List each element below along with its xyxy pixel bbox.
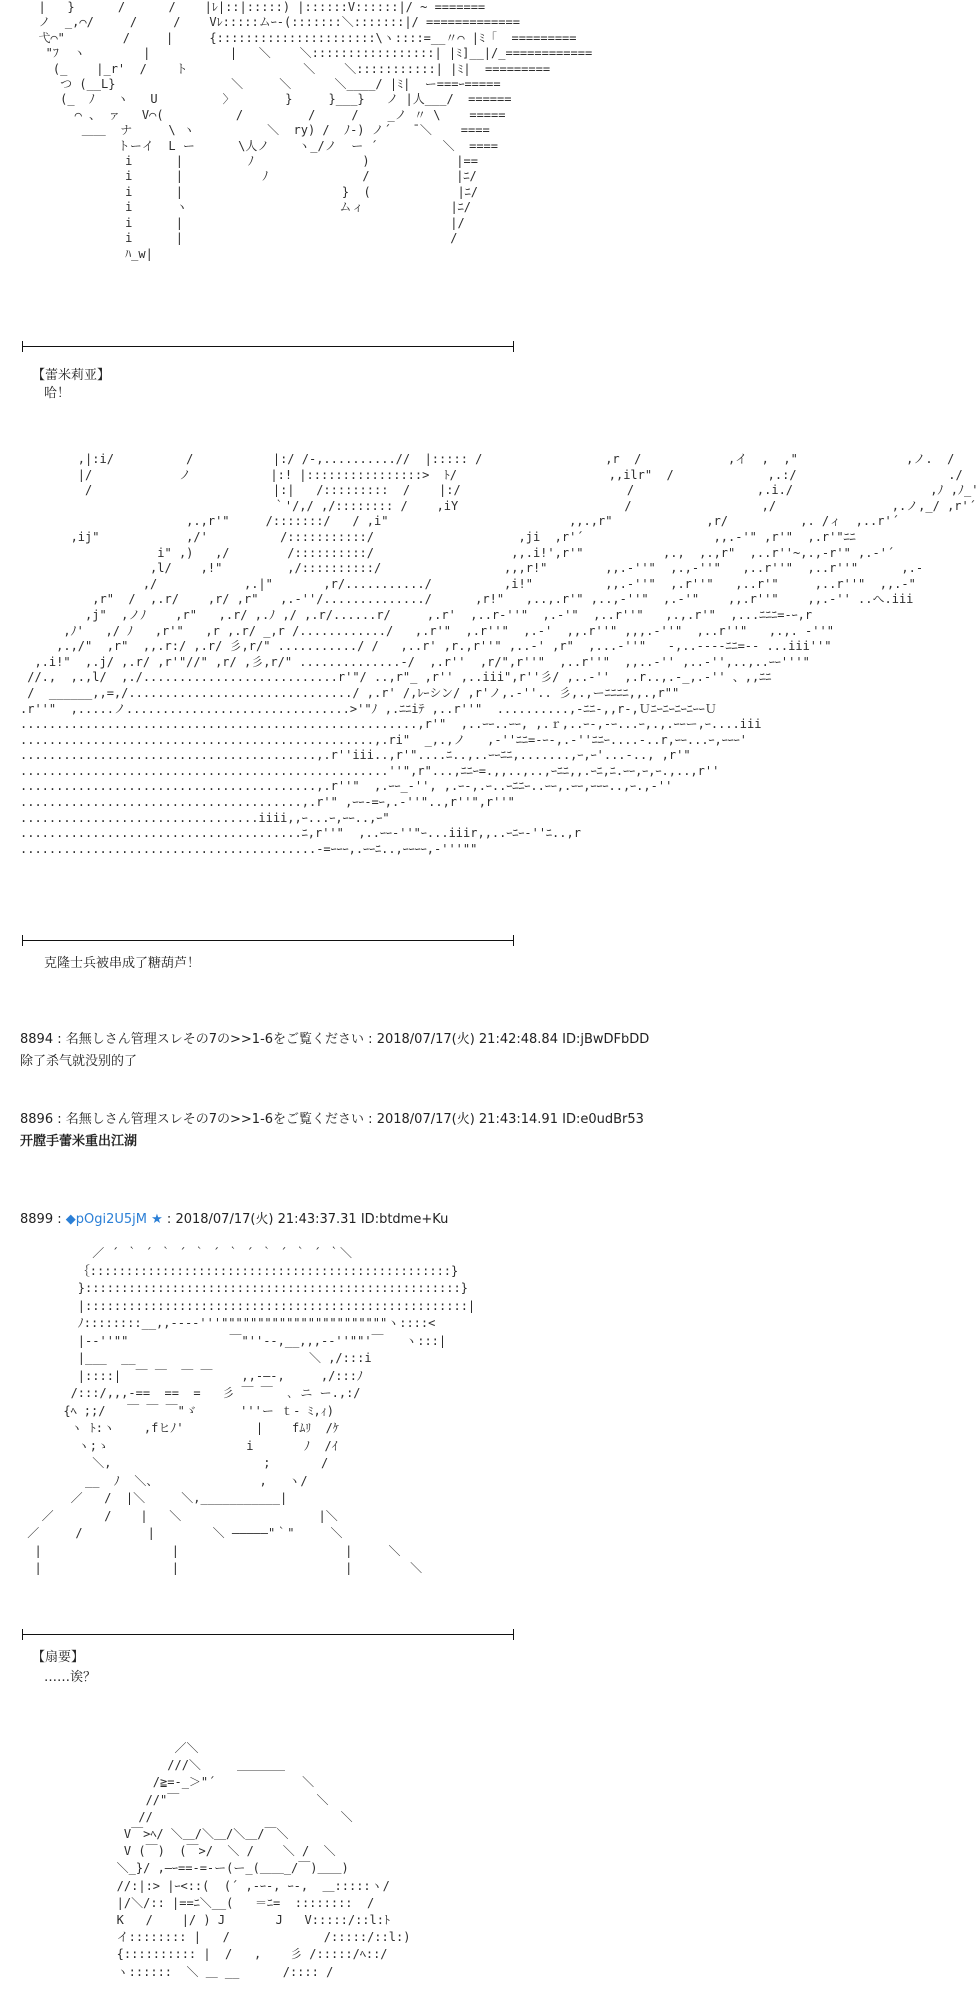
post-date: 2018/07/17(火) 21:42:48.84 [376,1032,558,1047]
ascii-art-remilia-lance: | } / / |ﾚ|::|:::::) |::::::V::::::|/ ~ ======= ノ _,⌒/ / / Vﾚ:::::ムｰ‐(:::::::＼:::::::|/ ============= 弋⌒" / | {::::::::::::::::::::::\ヽ::::=__〃⌒ |ﾐ「 ========= "ﾌ ヽ | | ＼ ＼:::::::::::::::::| |ﾐ]__|/_============ (_ |_r' / ト ＼ ＼:::::::::::| |ﾐ| ========= つ (__L} ＼ ＼ ＼____/ |ﾐ| ー===ｰ===== (_ ﾉ ヽ U 〉 } }___} ノ |人___/ ====== ⌒ 、 ァ V⌒( / / / _ノ 〃 \ ===== ＿＿ ナ \ ヽ ＼ ry) / ﾉ-) ノ´ ̄ ＼ ==== トーイ L ー \人ノ ヽ_/ノ ー ´ ＼ ==== i | ﾉ ) |== i | ﾉ / |ﾆ/ i | } ( |ﾆ/ i ヽ ムィ |ﾆ/ i | |/ i | / ﾊ_w| [38,0,593,261]
post-body: 开膛手蕾米重出江湖 [20,1134,138,1149]
speaker-name: 【扇要】 [32,1650,85,1665]
ascii-art-ougi-portrait: ／ ´ ｀ ´ ｀ ´ ｀ ´ ｀ ´ ｀ ´ ｀ ´ ｀＼ ｛::::::::::::::::::::::::::::::::::::::::::::::::::} }::::::::::::::::::::::::::::::::::::::::::::::::::::} |:::::::::::::::::::::::::::::::::::::::::::::::::::::| ﾉ::::::::__,,--‐‐'''"""""""""""""""""""""""ヽ::::< |--''"" ￣"''‐-,__,,,--''""'￣ ヽ:::| |___ __ ＼ ,/:::i |::::| ￣ ￣ ￣ ￣ ,,-―-, ,/:::ﾉ /:::/,,,-== == = 彡 ￣ ￣ ､ ニ ー.,:/ {ﾍ ;;/ ￣ ￣ ￣"ゞ '''ー ｔ- ﾐ,ｨ) ヽ ﾄ:ヽ ,fヒﾉ' | fﾑﾘ /ｹ ヽ;ゝ i ﾉ /ｲ ＼, ; / __ ﾉ ＼、 , ヽ/ ／ / |＼ ＼,___________| ／ / | ＼ |＼ ／ / | ＼ ―――――"｀" ＼ | | | ＼ | | | ＼ [27,1246,476,1575]
dialogue-line: 哈！ [44,386,71,401]
post-id[interactable]: ID:btdme+Ku [360,1212,449,1227]
scene-separator [22,940,514,941]
speaker-name: 【蕾米莉亚】 [32,368,111,383]
poster-name: 名無しさん管理スレその7の>>1-6をご覧ください [65,1032,365,1047]
post-number[interactable]: 8899 [20,1212,54,1227]
post-date: 2018/07/17(火) 21:43:37.31 [175,1212,357,1227]
scene-separator [22,346,514,347]
poster-tripcode[interactable]: ◆pOgi2U5jM ★ [65,1212,163,1227]
narration-line: 克隆士兵被串成了糖葫芦！ [44,956,201,971]
ascii-art-character-head: ／＼ ///＼ ＿＿＿＿ /≧=-_＞"´ ＼ //"￣ ＼ // ＼ V￣>ﾍ/ ＼＿/＼＿/＼＿/￣＼ V (￣) (￣>/ ＼ / ＼ / ＼ ＼_}/ ,―ｰ==-=-ー(ー_(＿＿_/￣)＿＿) //:|:> |ｰ<::( (´ ,-ｰ-, ｰ-, ＿:::::ヽ/ |/＼/:: |==ﾆ＼__( ＝ﾆ= :::::::: / K / |/ ) J J V:::::/::l:ﾄ イ:::::::: | / /:::::/::l:) {:::::::::: | / , 彡 /:::::/ﾍ::/ ヽ:::::: ＼ ＿ __ /:::: / [116,1741,411,1979]
scene-separator [22,1634,514,1635]
poster-name: 名無しさん管理スレその7の>>1-6をご覧ください [65,1112,365,1127]
ascii-art-speed-lines: ,|:i/ / |:/ /-,..........// |::::: / ,r / ,イ , ," ,ノ. / |/ ノ |:! |::::::::::::::::> ﾄ/ ,,ilr" / ,.:/ ./ / |:| /::::::::: / |:/ / ,.i./ ,ﾉ ,ﾉ_' ｀'/,/ ,/:::::::: / ,iY / ,/ ,.ノ,_/ ,r'´ ,.,r'" /:::::::/ / ,i" ,,.,r" ,r/ ,. /ィ ,..r'´ ,ij" ,/' /:::::::::::/ ,ji ,r'´ ,,.-'" ,r'" ,.r'"ﾆﾆ i" ,) ,/ /::::::::::/ ,,.i!',r'" ,., ,.,r" ,..r''~,.,-r'" ,.-'´ ,l/ ,!" ,/::::::::::/ ,,,r!" ,,.-''" ,.,-''" ,..r''" ,..r''" ,.- ,/ ,.|" ,r/.........../ ,i!" ,,.-''" ,.r''" ,..r'" ,..r''" ,,.-" ,r" / ,.r/ ,r/ ,r" ,.-''/............../ ,r!" ,..,.r'" ,..,-''" ,.-'" ,,.r''" ,,.-'' ..へ.iii ,j" ,ノﾉ ,r" ,.r/ ,.ﾉ ,/ ,.r/......r/ ,.r' ,..r-''" ,.-'" ,..r''" ,.,.r'" ,...ﾆﾆﾆ=-ｰ,r ,ﾉ' ,/ ﾉ ,r'" ,r ,.r/ _,r /............/ ,.r'" ,.r''" ,.-' ,,.r''" ,,,.-''" ,..r''" ,.,. -''" ,.,/" ,r" ,,.r:/ ,.r/ 彡,r/" .........../ / ,..r' ,r.,r''" ,..-' ,r" ,...-''" -,..---‐ﾆﾆ=‐- ...iii''" ,.i!" ,.j/ ,.r/ ,r'"//" ,r/ ,彡,r/" ..............-/ ,.r'' ,r/",r''" ,..r''" ,,..-'' ,..-'',..,..ｰｰ'''" //., ,.,l/ ,./...........................r'"/ ..,r"_ ,r'' ,..iii",r''彡/ ,..-'' ,.r..,.-_,.-'' 、,,ﾆﾆ / ______,,=,/.............................../ ,.r' /,ﾚｰシン/ ,r'ノ,.-''.. 彡,.,ーﾆﾆﾆﾆ,,.,r"" .r''" ,.....ノ...............................>'"ﾉ ,.ﾆﾆiﾃ ,..r''" ..........,-ﾆﾆ-,,r-,ＵﾆｰﾆｰﾆｰﾆｰｰＵ .......................................................,r'" ,..ｰｰ..ｰｰ, ,.ｒ,..ｰ-,-ｰ...ｰ,.,.ｰｰー,ｰ....iii .................................................,.ri" _,.,ノ ,-''ﾆﾆ=-ｰ-,.-''ﾆﾆｰ....-..r,ｰｰ...ｰ,ｰｰｰ' .........................................,.r''iii..,r'"....ﾆ..,..ｰｰﾆﾆ,.......,ｰ,ｰ'...-.., ,r'" ...................................................''",r"...,ﾆﾆｰ=.,,..,..,ｰﾆﾆ,,.ｰﾆ,ﾆ.ｰｰ,ｰ,ｰ.,..,r'' .........................................,.r''" ,.ｰｰ_-'', ,.ｰ-,.ｰ..ｰﾆﾆｰ..ｰｰ,.ｰｰ,ｰｰｰ..,ｰ.,-'' .......................................,.r'" ,ｰｰ-=ｰ,.-''"..,r''",r''" .................................iiii,,ｰ...ｰ,ｰｰ..,ｰ" .......................................ﾆ,r''" ,..ｰｰ-''"ｰ...iiir,,..ｰﾆｰ-''ﾆ..,r .........................................-=ｰｰｰ,.ｰｰﾆ..,ｰｰｰｰ,-'''"" [20,452,978,856]
post-header: 8899 : ◆pOgi2U5jM ★ : 2018/07/17(火) 21:43:37.31 ID:btdme+Ku [20,1212,449,1227]
post-body: 除了杀气就没别的了 [20,1054,138,1069]
post-id[interactable]: ID:e0udBr53 [562,1112,644,1127]
post-header: 8896 : 名無しさん管理スレその7の>>1-6をご覧ください : 2018/07/17(火) 21:43:14.91 ID:e0udBr53 [20,1112,644,1127]
post-date: 2018/07/17(火) 21:43:14.91 [376,1112,558,1127]
post-number[interactable]: 8896 [20,1112,54,1127]
post-id[interactable]: ID:jBwDFbDD [562,1032,650,1047]
post-number[interactable]: 8894 [20,1032,54,1047]
post-header: 8894 : 名無しさん管理スレその7の>>1-6をご覧ください : 2018/07/17(火) 21:42:48.84 ID:jBwDFbDD [20,1032,650,1047]
dialogue-line: ……诶？ [44,1670,97,1685]
